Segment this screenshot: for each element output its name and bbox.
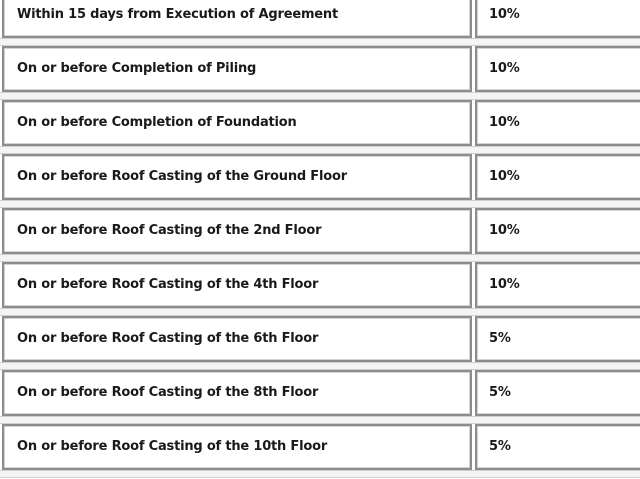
milestone-cell — [2, 424, 472, 470]
row-divider — [0, 38, 640, 46]
percentage-text: 10% — [489, 61, 520, 76]
percentage-cell — [475, 262, 640, 308]
percentage-cell — [475, 370, 640, 416]
percentage-cell — [475, 0, 640, 38]
row-divider — [0, 254, 640, 262]
percentage-text: 10% — [489, 277, 520, 292]
milestone-cell — [2, 100, 472, 146]
percentage-text: 10% — [489, 223, 520, 238]
percentage-cell — [475, 46, 640, 92]
row-divider — [0, 470, 640, 478]
milestone-text: On or before Roof Casting of the 6th Floor — [17, 331, 319, 346]
row-divider — [0, 308, 640, 316]
milestone-cell — [2, 316, 472, 362]
milestone-cell — [2, 262, 472, 308]
percentage-cell — [475, 154, 640, 200]
percentage-cell — [475, 208, 640, 254]
percentage-text: 10% — [489, 7, 520, 22]
milestone-cell — [2, 0, 472, 38]
milestone-text: On or before Roof Casting of the 8th Floor — [17, 385, 319, 400]
milestone-text: On or before Roof Casting of the 2nd Floor — [17, 223, 322, 238]
milestone-text: On or before Roof Casting of the 10th Floor — [17, 439, 328, 454]
milestone-cell — [2, 208, 472, 254]
milestone-text: On or before Roof Casting of the Ground Floor — [17, 169, 347, 184]
milestone-text: On or before Completion of Foundation — [17, 115, 297, 130]
row-divider — [0, 200, 640, 208]
percentage-text: 10% — [489, 115, 520, 130]
milestone-cell — [2, 154, 472, 200]
milestone-cell — [2, 46, 472, 92]
percentage-text: 5% — [489, 331, 511, 346]
percentage-cell — [475, 316, 640, 362]
milestone-text: On or before Roof Casting of the 4th Floor — [17, 277, 319, 292]
row-divider — [0, 92, 640, 100]
row-divider — [0, 416, 640, 424]
percentage-text: 10% — [489, 169, 520, 184]
milestone-text: Within 15 days from Execution of Agreement — [17, 7, 338, 22]
milestone-cell — [2, 370, 472, 416]
percentage-cell — [475, 424, 640, 470]
row-divider — [0, 362, 640, 370]
percentage-cell — [475, 100, 640, 146]
percentage-text: 5% — [489, 385, 511, 400]
milestone-text: On or before Completion of Piling — [17, 61, 257, 76]
row-divider — [0, 146, 640, 154]
percentage-text: 5% — [489, 439, 511, 454]
